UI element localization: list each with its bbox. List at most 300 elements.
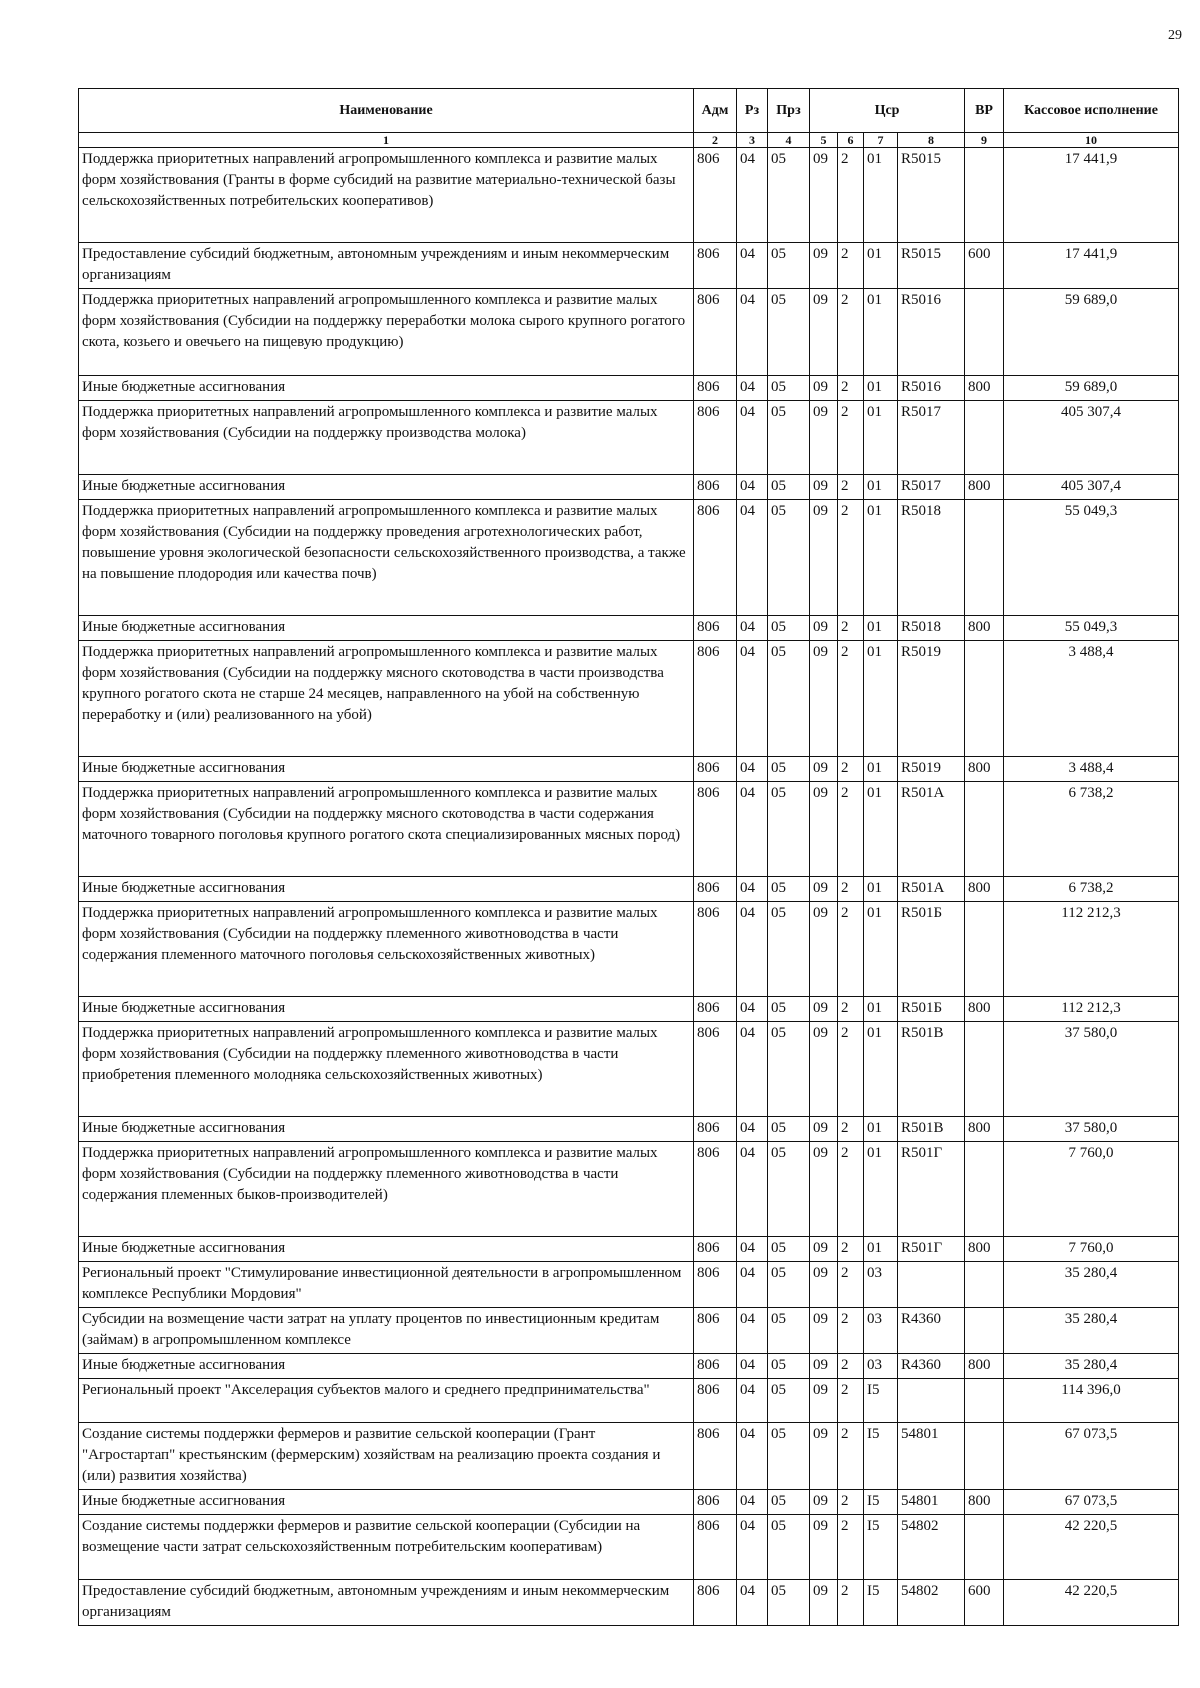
row-name: Региональный проект "Стимулирование инвестиционной деятельности в агропромышленном комплексе Республики Мордовия" <box>79 1262 694 1308</box>
row-adm: 806 <box>694 1423 737 1490</box>
row-vr: 800 <box>965 1117 1004 1142</box>
row-adm: 806 <box>694 616 737 641</box>
row-prz: 05 <box>768 1117 810 1142</box>
row-vr: 800 <box>965 1354 1004 1379</box>
row-csr-code <box>898 1262 965 1308</box>
table-row <box>79 148 1179 243</box>
table-row <box>79 243 1179 289</box>
row-prz: 05 <box>768 1515 810 1580</box>
row-vr <box>965 1379 1004 1423</box>
row-adm: 806 <box>694 1142 737 1237</box>
row-csr-code: 54802 <box>898 1515 965 1580</box>
row-rz: 04 <box>737 243 768 289</box>
column-number: 5 <box>810 133 838 148</box>
row-csr-code: R5019 <box>898 757 965 782</box>
table-row <box>79 616 1179 641</box>
row-vr <box>965 1423 1004 1490</box>
row-name: Субсидии на возмещение части затрат на уплату процентов по инвестиционным кредитам (займам) в агропромышленном комплексе <box>79 1308 694 1354</box>
table-row <box>79 376 1179 401</box>
row-amount: 112 212,3 <box>1004 902 1179 997</box>
row-adm: 806 <box>694 1308 737 1354</box>
row-name: Поддержка приоритетных направлений агропромышленного комплекса и развитие малых форм хозяйствования (Гранты в форме субсидий на развитие материально-технической базы сельскохозяйственных потребительских кооперативов) <box>79 148 694 243</box>
row-csr-event: I5 <box>864 1423 898 1490</box>
column-number: 1 <box>79 133 694 148</box>
row-adm: 806 <box>694 1022 737 1117</box>
header-vr: ВР <box>965 89 1004 133</box>
row-rz: 04 <box>737 1423 768 1490</box>
row-csr-event: I5 <box>864 1379 898 1423</box>
row-csr-program: 09 <box>810 757 838 782</box>
table-row <box>79 902 1179 997</box>
row-amount: 55 049,3 <box>1004 500 1179 616</box>
row-name: Иные бюджетные ассигнования <box>79 997 694 1022</box>
row-amount: 405 307,4 <box>1004 475 1179 500</box>
row-prz: 05 <box>768 1262 810 1308</box>
row-adm: 806 <box>694 475 737 500</box>
row-csr-subprogram: 2 <box>838 1117 864 1142</box>
row-name: Поддержка приоритетных направлений агропромышленного комплекса и развитие малых форм хозяйствования (Субсидии на поддержку производства молока) <box>79 401 694 475</box>
row-rz: 04 <box>737 1237 768 1262</box>
row-vr <box>965 500 1004 616</box>
row-amount: 59 689,0 <box>1004 289 1179 376</box>
row-csr-subprogram: 2 <box>838 500 864 616</box>
row-amount: 112 212,3 <box>1004 997 1179 1022</box>
row-vr <box>965 1022 1004 1117</box>
table-row <box>79 641 1179 757</box>
row-rz: 04 <box>737 1117 768 1142</box>
row-vr <box>965 1262 1004 1308</box>
row-csr-program: 09 <box>810 641 838 757</box>
row-prz: 05 <box>768 1354 810 1379</box>
row-adm: 806 <box>694 376 737 401</box>
row-amount: 3 488,4 <box>1004 641 1179 757</box>
row-vr <box>965 401 1004 475</box>
row-csr-event: 01 <box>864 782 898 877</box>
table-row <box>79 401 1179 475</box>
row-vr <box>965 782 1004 877</box>
table-row <box>79 475 1179 500</box>
row-prz: 05 <box>768 289 810 376</box>
row-vr: 800 <box>965 376 1004 401</box>
row-vr: 800 <box>965 997 1004 1022</box>
row-name: Иные бюджетные ассигнования <box>79 877 694 902</box>
row-csr-subprogram: 2 <box>838 289 864 376</box>
page-number: 29 <box>1168 28 1182 43</box>
row-csr-subprogram: 2 <box>838 997 864 1022</box>
row-name: Поддержка приоритетных направлений агропромышленного комплекса и развитие малых форм хозяйствования (Субсидии на поддержку проведения агротехнологических работ, повышение уровня экологической безопасности сельскохозяйственного производства, а также на повышение плодородия или качества почв) <box>79 500 694 616</box>
budget-table <box>78 88 1179 1626</box>
row-csr-code: 54801 <box>898 1423 965 1490</box>
row-csr-program: 09 <box>810 1515 838 1580</box>
row-csr-event: I5 <box>864 1515 898 1580</box>
row-adm: 806 <box>694 401 737 475</box>
row-csr-program: 09 <box>810 616 838 641</box>
row-adm: 806 <box>694 902 737 997</box>
row-rz: 04 <box>737 782 768 877</box>
row-rz: 04 <box>737 376 768 401</box>
row-csr-event: 01 <box>864 401 898 475</box>
row-csr-code: R5015 <box>898 148 965 243</box>
row-name: Иные бюджетные ассигнования <box>79 376 694 401</box>
row-csr-program: 09 <box>810 1308 838 1354</box>
row-amount: 35 280,4 <box>1004 1262 1179 1308</box>
table-row <box>79 1354 1179 1379</box>
table-row <box>79 997 1179 1022</box>
row-csr-event: 01 <box>864 1237 898 1262</box>
row-csr-subprogram: 2 <box>838 1022 864 1117</box>
row-rz: 04 <box>737 1308 768 1354</box>
row-rz: 04 <box>737 1490 768 1515</box>
row-csr-code: R501A <box>898 877 965 902</box>
row-csr-program: 09 <box>810 243 838 289</box>
row-adm: 806 <box>694 1580 737 1626</box>
row-amount: 37 580,0 <box>1004 1022 1179 1117</box>
row-rz: 04 <box>737 289 768 376</box>
header-prz: Прз <box>768 89 810 133</box>
row-prz: 05 <box>768 997 810 1022</box>
column-number: 7 <box>864 133 898 148</box>
row-csr-event: 01 <box>864 475 898 500</box>
row-csr-program: 09 <box>810 500 838 616</box>
row-amount: 35 280,4 <box>1004 1308 1179 1354</box>
row-csr-subprogram: 2 <box>838 1354 864 1379</box>
row-csr-code: R501A <box>898 782 965 877</box>
row-prz: 05 <box>768 243 810 289</box>
row-rz: 04 <box>737 1379 768 1423</box>
row-csr-code: R5015 <box>898 243 965 289</box>
row-csr-program: 09 <box>810 1142 838 1237</box>
row-csr-program: 09 <box>810 148 838 243</box>
header-adm: Адм <box>694 89 737 133</box>
table-row <box>79 1580 1179 1626</box>
row-csr-program: 09 <box>810 1022 838 1117</box>
row-csr-code: R5018 <box>898 500 965 616</box>
row-rz: 04 <box>737 1262 768 1308</box>
table-row <box>79 1117 1179 1142</box>
row-adm: 806 <box>694 1237 737 1262</box>
row-amount: 35 280,4 <box>1004 1354 1179 1379</box>
row-csr-program: 09 <box>810 1117 838 1142</box>
row-csr-event: 01 <box>864 376 898 401</box>
row-prz: 05 <box>768 1423 810 1490</box>
row-csr-code: R5019 <box>898 641 965 757</box>
row-name: Иные бюджетные ассигнования <box>79 1490 694 1515</box>
row-name: Предоставление субсидий бюджетным, автономным учреждениям и иным некоммерческим организациям <box>79 1580 694 1626</box>
row-csr-program: 09 <box>810 376 838 401</box>
header-rz: Рз <box>737 89 768 133</box>
row-prz: 05 <box>768 1580 810 1626</box>
table-row <box>79 1142 1179 1237</box>
row-csr-code: R5018 <box>898 616 965 641</box>
row-prz: 05 <box>768 1142 810 1237</box>
table-row <box>79 1237 1179 1262</box>
row-rz: 04 <box>737 877 768 902</box>
row-name: Создание системы поддержки фермеров и развитие сельской кооперации (Грант "Агростартап" крестьянским (фермерским) хозяйствам на реализацию проекта создания и (или) развития хозяйства) <box>79 1423 694 1490</box>
row-rz: 04 <box>737 148 768 243</box>
row-adm: 806 <box>694 1515 737 1580</box>
table-row <box>79 289 1179 376</box>
row-csr-event: 01 <box>864 1117 898 1142</box>
table-row <box>79 1308 1179 1354</box>
row-adm: 806 <box>694 1354 737 1379</box>
table-header-row <box>79 89 1179 133</box>
row-csr-program: 09 <box>810 997 838 1022</box>
row-csr-event: 01 <box>864 641 898 757</box>
row-csr-subprogram: 2 <box>838 1580 864 1626</box>
row-csr-code: R4360 <box>898 1354 965 1379</box>
row-name: Иные бюджетные ассигнования <box>79 616 694 641</box>
row-vr: 800 <box>965 1237 1004 1262</box>
row-amount: 7 760,0 <box>1004 1237 1179 1262</box>
header-amount: Кассовое исполнение <box>1004 89 1179 133</box>
row-csr-event: 03 <box>864 1308 898 1354</box>
row-adm: 806 <box>694 289 737 376</box>
row-prz: 05 <box>768 1490 810 1515</box>
row-name: Иные бюджетные ассигнования <box>79 1237 694 1262</box>
row-vr <box>965 1142 1004 1237</box>
row-prz: 05 <box>768 782 810 877</box>
row-csr-code: R5016 <box>898 289 965 376</box>
row-csr-code: R4360 <box>898 1308 965 1354</box>
row-rz: 04 <box>737 1022 768 1117</box>
row-vr: 800 <box>965 877 1004 902</box>
row-csr-subprogram: 2 <box>838 401 864 475</box>
table-row <box>79 1379 1179 1423</box>
row-csr-code: R501В <box>898 1117 965 1142</box>
row-prz: 05 <box>768 475 810 500</box>
row-amount: 6 738,2 <box>1004 877 1179 902</box>
column-number-row <box>79 133 1179 148</box>
row-prz: 05 <box>768 902 810 997</box>
column-number: 3 <box>737 133 768 148</box>
column-number: 6 <box>838 133 864 148</box>
row-rz: 04 <box>737 1580 768 1626</box>
table-row <box>79 1423 1179 1490</box>
row-csr-event: 01 <box>864 757 898 782</box>
row-name: Иные бюджетные ассигнования <box>79 1354 694 1379</box>
row-vr <box>965 902 1004 997</box>
row-csr-subprogram: 2 <box>838 1308 864 1354</box>
row-adm: 806 <box>694 1262 737 1308</box>
row-rz: 04 <box>737 500 768 616</box>
row-csr-code: R501Б <box>898 902 965 997</box>
row-adm: 806 <box>694 500 737 616</box>
row-prz: 05 <box>768 1022 810 1117</box>
row-csr-program: 09 <box>810 1237 838 1262</box>
row-csr-event: 01 <box>864 902 898 997</box>
row-csr-subprogram: 2 <box>838 376 864 401</box>
table-row <box>79 1490 1179 1515</box>
row-vr <box>965 641 1004 757</box>
row-amount: 6 738,2 <box>1004 782 1179 877</box>
row-csr-program: 09 <box>810 289 838 376</box>
row-csr-code: R5017 <box>898 401 965 475</box>
row-csr-event: 03 <box>864 1354 898 1379</box>
row-csr-code: R501В <box>898 1022 965 1117</box>
column-number: 10 <box>1004 133 1179 148</box>
table-body <box>79 148 1179 1626</box>
row-amount: 42 220,5 <box>1004 1580 1179 1626</box>
row-name: Иные бюджетные ассигнования <box>79 475 694 500</box>
row-prz: 05 <box>768 877 810 902</box>
row-csr-program: 09 <box>810 1354 838 1379</box>
row-csr-program: 09 <box>810 877 838 902</box>
table-row <box>79 1262 1179 1308</box>
row-csr-program: 09 <box>810 1262 838 1308</box>
row-csr-program: 09 <box>810 1423 838 1490</box>
table-row <box>79 1022 1179 1117</box>
row-csr-program: 09 <box>810 475 838 500</box>
row-rz: 04 <box>737 757 768 782</box>
table-row <box>79 782 1179 877</box>
row-adm: 806 <box>694 997 737 1022</box>
row-csr-program: 09 <box>810 782 838 877</box>
row-csr-program: 09 <box>810 902 838 997</box>
table-row <box>79 500 1179 616</box>
row-csr-code <box>898 1379 965 1423</box>
row-amount: 114 396,0 <box>1004 1379 1179 1423</box>
row-amount: 405 307,4 <box>1004 401 1179 475</box>
row-csr-event: 01 <box>864 148 898 243</box>
row-csr-subprogram: 2 <box>838 1262 864 1308</box>
row-csr-subprogram: 2 <box>838 243 864 289</box>
table-row <box>79 877 1179 902</box>
row-csr-subprogram: 2 <box>838 475 864 500</box>
row-name: Поддержка приоритетных направлений агропромышленного комплекса и развитие малых форм хозяйствования (Субсидии на поддержку мясного скотоводства в части производства крупного рогатого скота не старше 24 месяцев, направленного на убой на собственную переработку и (или) реализованного на убой) <box>79 641 694 757</box>
row-csr-event: 01 <box>864 877 898 902</box>
row-rz: 04 <box>737 401 768 475</box>
row-name: Предоставление субсидий бюджетным, автономным учреждениям и иным некоммерческим организациям <box>79 243 694 289</box>
row-name: Поддержка приоритетных направлений агропромышленного комплекса и развитие малых форм хозяйствования (Субсидии на поддержку племенного животноводства в части содержания племенных быков-производителей) <box>79 1142 694 1237</box>
row-rz: 04 <box>737 641 768 757</box>
row-name: Региональный проект "Акселерация субъектов малого и среднего предпринимательства" <box>79 1379 694 1423</box>
row-rz: 04 <box>737 1515 768 1580</box>
row-csr-code: R5017 <box>898 475 965 500</box>
row-name: Поддержка приоритетных направлений агропромышленного комплекса и развитие малых форм хозяйствования (Субсидии на поддержку мясного скотоводства в части содержания маточного товарного поголовья крупного рогатого скота специализированных мясных пород) <box>79 782 694 877</box>
row-csr-event: 01 <box>864 1142 898 1237</box>
row-csr-event: I5 <box>864 1580 898 1626</box>
row-amount: 42 220,5 <box>1004 1515 1179 1580</box>
row-amount: 59 689,0 <box>1004 376 1179 401</box>
row-csr-subprogram: 2 <box>838 616 864 641</box>
row-csr-code: 54801 <box>898 1490 965 1515</box>
row-rz: 04 <box>737 1354 768 1379</box>
row-vr: 600 <box>965 1580 1004 1626</box>
row-vr: 800 <box>965 1490 1004 1515</box>
row-vr: 800 <box>965 616 1004 641</box>
column-number: 4 <box>768 133 810 148</box>
row-vr: 800 <box>965 475 1004 500</box>
row-amount: 17 441,9 <box>1004 243 1179 289</box>
row-csr-subprogram: 2 <box>838 641 864 757</box>
row-prz: 05 <box>768 641 810 757</box>
row-amount: 67 073,5 <box>1004 1490 1179 1515</box>
row-vr: 600 <box>965 243 1004 289</box>
row-adm: 806 <box>694 757 737 782</box>
row-amount: 67 073,5 <box>1004 1423 1179 1490</box>
row-name: Иные бюджетные ассигнования <box>79 1117 694 1142</box>
table-row <box>79 757 1179 782</box>
row-csr-event: 01 <box>864 997 898 1022</box>
row-prz: 05 <box>768 148 810 243</box>
row-csr-code: R501Б <box>898 997 965 1022</box>
row-vr <box>965 1515 1004 1580</box>
row-csr-subprogram: 2 <box>838 1423 864 1490</box>
row-csr-code: R5016 <box>898 376 965 401</box>
row-adm: 806 <box>694 148 737 243</box>
row-name: Поддержка приоритетных направлений агропромышленного комплекса и развитие малых форм хозяйствования (Субсидии на поддержку племенного животноводства в части содержания племенного маточного поголовья сельскохозяйственных животных) <box>79 902 694 997</box>
row-csr-program: 09 <box>810 1379 838 1423</box>
row-csr-program: 09 <box>810 1580 838 1626</box>
row-adm: 806 <box>694 641 737 757</box>
header-csr: Цср <box>810 89 965 133</box>
row-prz: 05 <box>768 376 810 401</box>
row-csr-subprogram: 2 <box>838 902 864 997</box>
header-name: Наименование <box>79 89 694 133</box>
column-number: 9 <box>965 133 1004 148</box>
row-csr-subprogram: 2 <box>838 1142 864 1237</box>
row-amount: 3 488,4 <box>1004 757 1179 782</box>
row-csr-subprogram: 2 <box>838 148 864 243</box>
row-prz: 05 <box>768 1237 810 1262</box>
row-amount: 37 580,0 <box>1004 1117 1179 1142</box>
row-csr-event: 01 <box>864 500 898 616</box>
row-csr-program: 09 <box>810 1490 838 1515</box>
row-prz: 05 <box>768 1308 810 1354</box>
row-vr: 800 <box>965 757 1004 782</box>
row-csr-event: 01 <box>864 616 898 641</box>
row-name: Поддержка приоритетных направлений агропромышленного комплекса и развитие малых форм хозяйствования (Субсидии на поддержку племенного животноводства в части приобретения племенного молодняка сельскохозяйственных животных) <box>79 1022 694 1117</box>
row-adm: 806 <box>694 782 737 877</box>
row-amount: 17 441,9 <box>1004 148 1179 243</box>
row-prz: 05 <box>768 1379 810 1423</box>
row-name: Создание системы поддержки фермеров и развитие сельской кооперации (Субсидии на возмещение части затрат сельскохозяйственным потребительским кооперативам) <box>79 1515 694 1580</box>
row-amount: 7 760,0 <box>1004 1142 1179 1237</box>
row-csr-code: R501Г <box>898 1142 965 1237</box>
row-vr <box>965 148 1004 243</box>
row-prz: 05 <box>768 757 810 782</box>
row-prz: 05 <box>768 500 810 616</box>
row-csr-code: 54802 <box>898 1580 965 1626</box>
row-csr-subprogram: 2 <box>838 757 864 782</box>
row-rz: 04 <box>737 616 768 641</box>
row-prz: 05 <box>768 616 810 641</box>
row-rz: 04 <box>737 1142 768 1237</box>
row-csr-subprogram: 2 <box>838 1490 864 1515</box>
row-csr-event: I5 <box>864 1490 898 1515</box>
row-name: Поддержка приоритетных направлений агропромышленного комплекса и развитие малых форм хозяйствования (Субсидии на поддержку переработки молока сырого крупного рогатого скота, козьего и овечьего на пищевую продукцию) <box>79 289 694 376</box>
column-number: 2 <box>694 133 737 148</box>
row-adm: 806 <box>694 1379 737 1423</box>
row-adm: 806 <box>694 1490 737 1515</box>
row-name: Иные бюджетные ассигнования <box>79 757 694 782</box>
row-csr-code: R501Г <box>898 1237 965 1262</box>
row-csr-event: 03 <box>864 1262 898 1308</box>
row-csr-subprogram: 2 <box>838 782 864 877</box>
column-number: 8 <box>898 133 965 148</box>
row-csr-subprogram: 2 <box>838 1379 864 1423</box>
row-rz: 04 <box>737 902 768 997</box>
table-row <box>79 1515 1179 1580</box>
row-vr <box>965 289 1004 376</box>
row-csr-subprogram: 2 <box>838 1515 864 1580</box>
row-csr-event: 01 <box>864 289 898 376</box>
row-csr-subprogram: 2 <box>838 877 864 902</box>
row-prz: 05 <box>768 401 810 475</box>
row-rz: 04 <box>737 997 768 1022</box>
row-vr <box>965 1308 1004 1354</box>
row-rz: 04 <box>737 475 768 500</box>
